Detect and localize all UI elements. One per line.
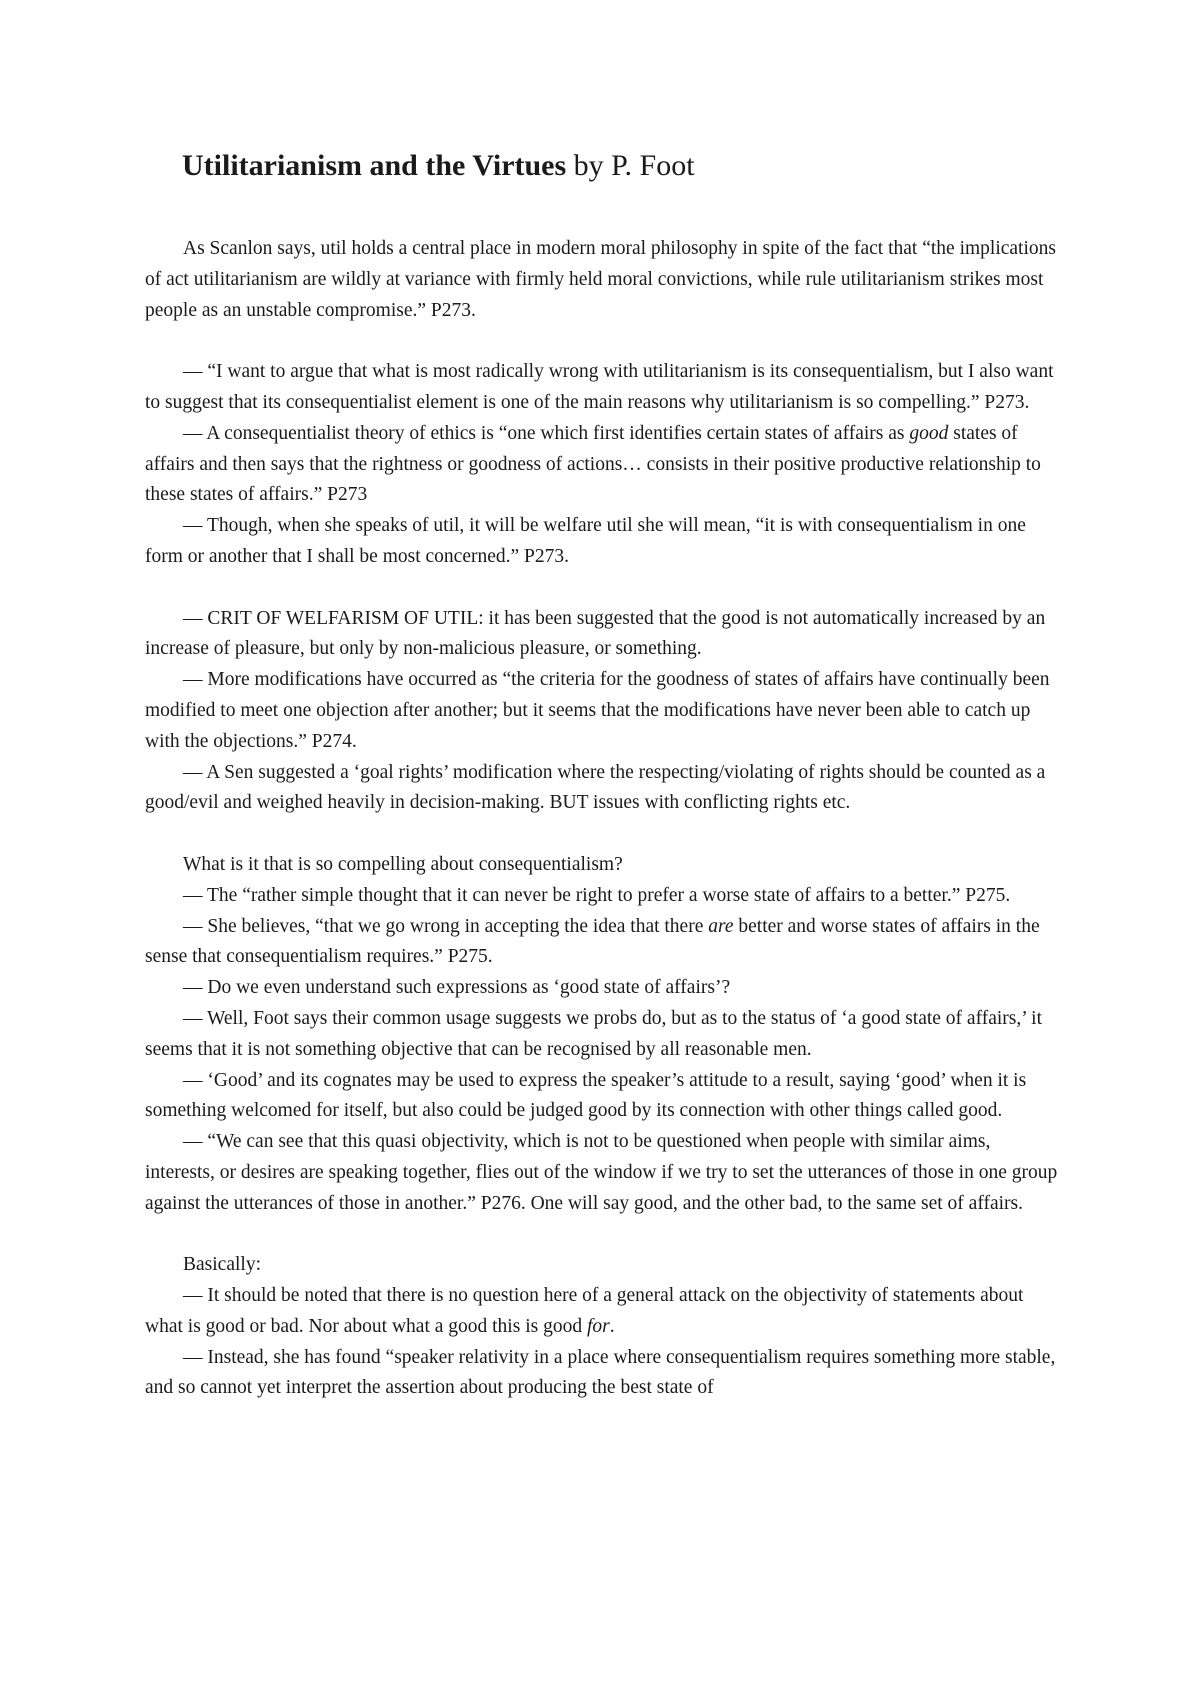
paragraph-common-usage: — Well, Foot says their common usage suggests we probs do, but as to the status of ‘a good state of affairs,’ it seems that it is not something objective that can be recognised by all reasonable men. xyxy=(145,1007,1042,1060)
paragraph-she-believes xyxy=(145,912,1060,974)
paragraph-gap xyxy=(145,819,1060,850)
paragraph-good-cognates: — ‘Good’ and its cognates may be used to express the speaker’s attitude to a result, saying ‘good’ when it is something welcomed for itself, but also could be judged good by its connection with other things called good. xyxy=(145,1069,1027,1122)
text-segment: — A consequentialist theory of ethics is “one which first identifies certain states of affairs as xyxy=(183,422,910,444)
paragraph-crit-welfarism: — CRIT OF WELFARISM OF UTIL: it has been suggested that the good is not automatically increased by an increase of pleasure, but only by non-malicious pleasure, or something. xyxy=(145,607,1046,660)
title-author: by P. Foot xyxy=(566,149,695,182)
paragraph-understand-expressions: — Do we even understand such expressions as ‘good state of affairs’? xyxy=(183,977,731,999)
text-segment: better and worse states of affairs in the sense that consequentialism requires.” P275. xyxy=(145,915,1040,968)
document-body xyxy=(145,234,1060,1404)
text-segment: . xyxy=(609,1315,615,1337)
paragraph-question: What is it that is so compelling about consequentialism? xyxy=(183,853,623,875)
emphasis-good: good xyxy=(909,422,949,444)
paragraph-quote-argue: — “I want to argue that what is most radically wrong with utilitarianism is its consequentialism, but I also want to suggest that its consequentialist element is one of the main reasons why utilitarianism is so compelling.” P273. xyxy=(145,361,1054,413)
title-bold: Utilitarianism and the Virtues xyxy=(182,149,567,182)
paragraph-speaker-relativity: — Instead, she has found “speaker relativity in a place where consequentialism requires something more stable, and so cannot yet interpret the assertion about producing the best state of xyxy=(145,1346,1056,1399)
paragraph-gap xyxy=(145,326,1060,357)
text-segment: states of affairs and then says that the rightness or goodness of actions… consists in their positive productive relationship to these states of affairs.” P273 xyxy=(145,422,1041,506)
paragraph-quasi-objectivity: — “We can see that this quasi objectivity, which is not to be questioned when people with similar aims, interests, or desires are speaking together, flies out of the window if we try to set the utterances of those in one group against the utterances of those in another.” P276. One will say good, and the other bad, to the same set of affairs. xyxy=(145,1131,1058,1214)
emphasis-are: are xyxy=(708,915,734,937)
paragraph-gap xyxy=(145,573,1060,604)
paragraph-simple-thought: — The “rather simple thought that it can never be right to prefer a worse state of affairs to a better.” P275. xyxy=(183,884,1011,906)
document-title xyxy=(182,146,695,186)
paragraph-modifications: — More modifications have occurred as “the criteria for the goodness of states of affairs have continually been modified to meet one objection after another; but it seems that the modifications have never been able to catch up with the objections.” P274. xyxy=(145,669,1050,752)
paragraph-basically: Basically: xyxy=(183,1254,261,1276)
paragraph-no-general-attack xyxy=(145,1281,1060,1343)
emphasis-for: for xyxy=(586,1315,610,1337)
paragraph-sen-goal-rights: — A Sen suggested a ‘goal rights’ modification where the respecting/violating of rights should be counted as a good/evil and weighed heavily in decision-making. BUT issues with conflicting rights etc. xyxy=(145,761,1046,814)
text-segment: — It should be noted that there is no question here of a general attack on the objectivity of statements about what is good or bad. Nor about what a good this is good xyxy=(145,1285,1024,1337)
paragraph-consequentialist-theory xyxy=(145,419,1060,511)
paragraph-welfare-util: — Though, when she speaks of util, it will be welfare util she will mean, “it is with consequentialism in one form or another that I shall be most concerned.” P273. xyxy=(145,515,1026,567)
paragraph-intro: As Scanlon says, util holds a central place in modern moral philosophy in spite of the fact that “the implications of act utilitarianism are wildly at variance with firmly held moral convictions, while rule utilitarianism strikes most people as an unstable compromise.” P273. xyxy=(145,238,1056,321)
text-segment: — She believes, “that we go wrong in accepting the idea that there xyxy=(183,915,709,937)
paragraph-gap xyxy=(145,1220,1060,1251)
